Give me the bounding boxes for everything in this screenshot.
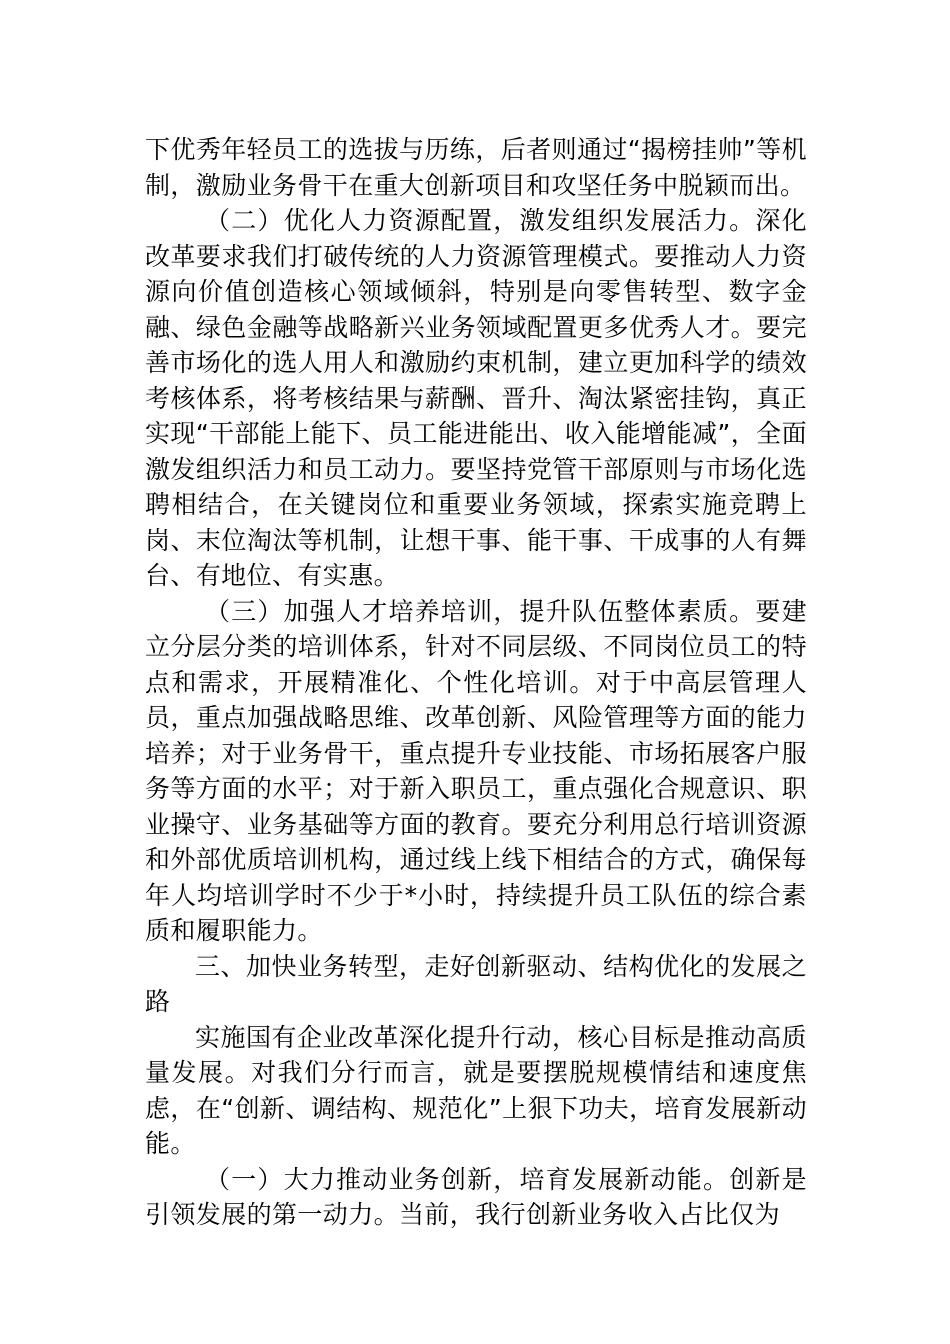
paragraph-section-2-item-2: （二）优化人力资源配置，激发组织发展活力。深化改革要求我们打破传统的人力资源管理模式。要推动人力资源向价值创造核心领域倾斜，特别是向零售转型、数字金融、绿色金融等战略新兴业务领域配置更多优秀人才。要完善市场化的选人用人和激励约束机制，建立更加科学的绩效考核体系，将考核结果与薪酬、晋升、淘汰紧密挂钩，真正实现“干部能上能下、员工能进能出、收入能增能减”，全面激发组织活力和员工动力。要坚持党管干部原则与市场化选聘相结合，在关键岗位和重要业务领域，探索实施竞聘上岗、末位淘汰等机制，让想干事、能干事、干成事的人有舞台、有地位、有实惠。: [145, 206, 807, 590]
paragraph-section-3-intro: 实施国有企业改革深化提升行动，核心目标是推动高质量发展。对我们分行而言，就是要摆脱规模情结和速度焦虑，在“创新、调结构、规范化”上狠下功夫，培育发展新动能。: [145, 1022, 807, 1158]
section-heading-3: 三、加快业务转型，走好创新驱动、结构优化的发展之路: [145, 951, 807, 1016]
paragraph-section-2-item-3: （三）加强人才培养培训，提升队伍整体素质。要建立分层分类的培训体系，针对不同层级、不同岗位员工的特点和需求，开展精准化、个性化培训。对于中高层管理人员，重点加强战略思维、改革创新、风险管理等方面的能力培养；对于业务骨干，重点提升专业技能、市场拓展客户服务等方面的水平；对于新入职员工，重点强化合规意识、职业操守、业务基础等方面的教育。要充分利用总行培训资源和外部优质培训机构，通过线上线下相结合的方式，确保每年人均培训学时不少于*小时，持续提升员工队伍的综合素质和履职能力。: [145, 596, 807, 945]
paragraph-continued: 下优秀年轻员工的选拔与历练，后者则通过“揭榜挂帅”等机制，激励业务骨干在重大创新项目和攻坚任务中脱颖而出。: [145, 135, 807, 200]
paragraph-section-3-item-1: （一）大力推动业务创新，培育发展新动能。创新是引领发展的第一动力。当前，我行创新业务收入占比仅为: [145, 1164, 807, 1229]
document-body: [145, 132, 807, 1233]
